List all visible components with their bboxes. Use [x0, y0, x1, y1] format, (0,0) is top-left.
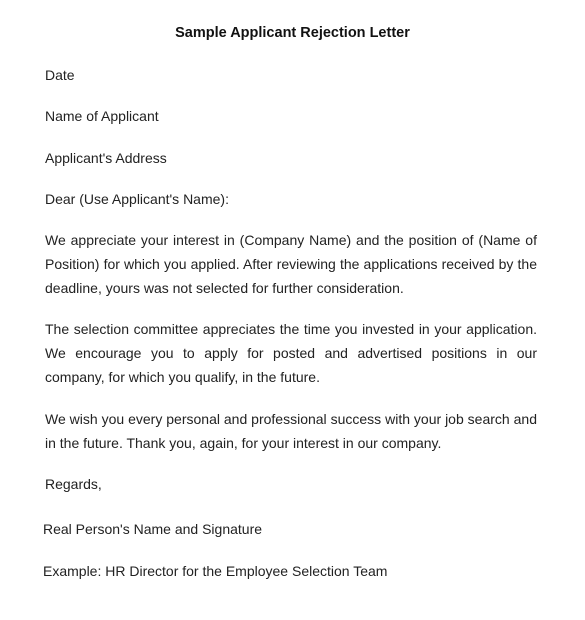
signer-title-line: Example: HR Director for the Employee Selection Team: [43, 563, 388, 579]
body-paragraph-2: The selection committee appreciates the time you invested in your application. We encourage you to apply for posted and advertised positions in our company, for which you qualify, in the future.: [45, 321, 537, 385]
salutation-line: Dear (Use Applicant's Name):: [45, 191, 229, 207]
signature-line: Real Person's Name and Signature: [43, 521, 263, 537]
applicant-address-line: Applicant's Address: [45, 150, 167, 166]
body-paragraph-1: We appreciate your interest in (Company Name) and the position of (Name of Position) for which you applied. After reviewing the applications received by the deadline, yours was not selected for further consideration.: [45, 232, 537, 296]
closing-line: Regards,: [45, 476, 102, 492]
date-line: Date: [45, 67, 75, 83]
applicant-name-line: Name of Applicant: [45, 108, 159, 124]
body-paragraph-3: We wish you every personal and professional success with your job search and in the future. Thank you, again, for your interest in our company.: [45, 411, 537, 451]
letter-title: Sample Applicant Rejection Letter: [175, 25, 410, 41]
